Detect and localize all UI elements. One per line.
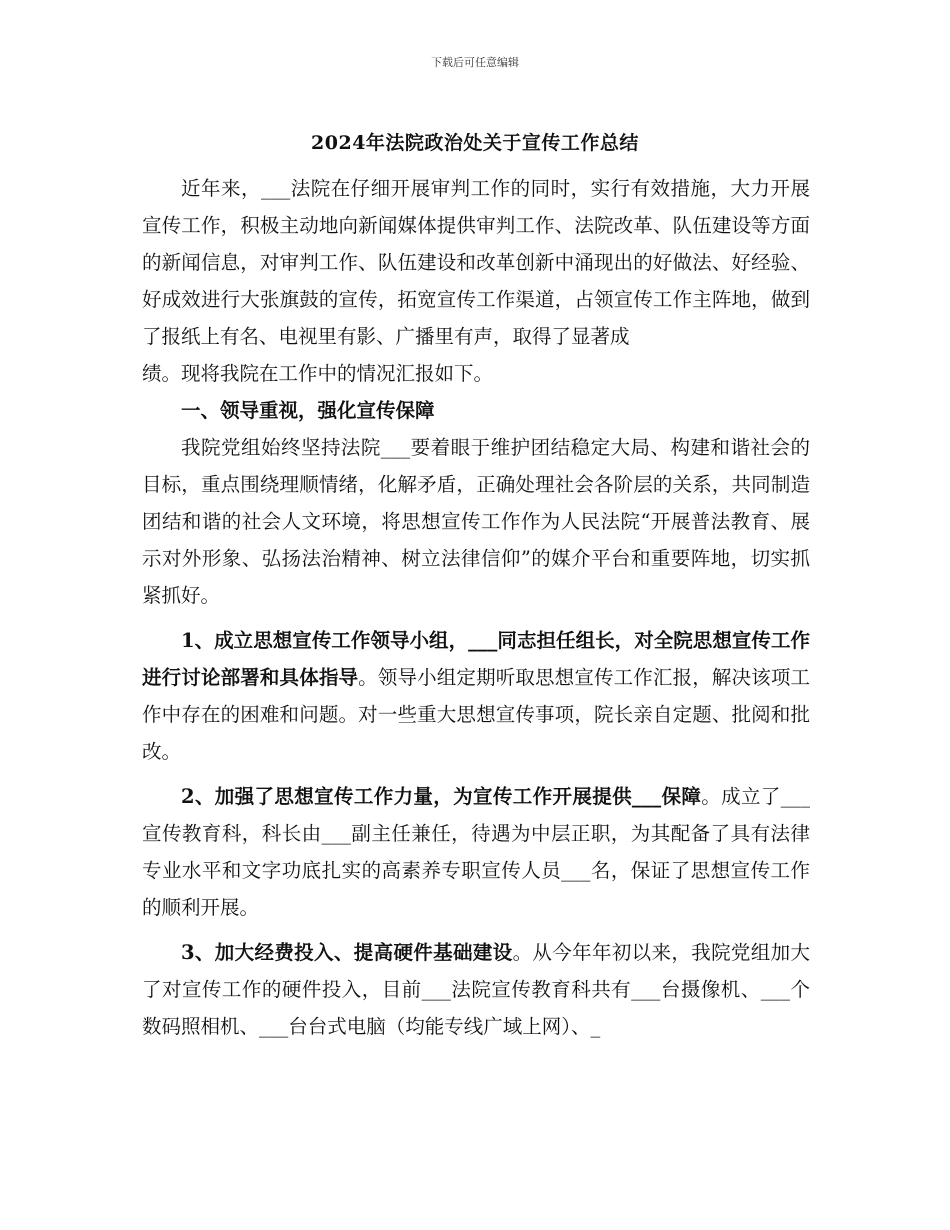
item-2-paragraph	[142, 778, 810, 926]
item-2-bold: 2、加强了思想宣传工作力量，为宣传工作开展提供___保障	[181, 785, 702, 808]
item-1-bold: 1、成立思想宣传工作领导小组，___同志担任组长，对全院思想宣传工作进行讨论部署和具体指导	[142, 629, 810, 689]
document-body	[142, 170, 810, 1045]
intro-paragraph: 近年来，___法院在仔细开展审判工作的同时，实行有效措施，大力开展宣传工作，积极主动地向新闻媒体提供审判工作、法院改革、队伍建设等方面的新闻信息，对审判工作、队伍建设和改革创新中涌现出的好做法、好经验、好成效进行大张旗鼓的宣传，拓宽宣传工作渠道，占领宣传工作主阵地，做到了报纸上有名、电视里有影、广播里有声，取得了显著成	[142, 177, 810, 348]
section-1-heading: 一、领导重视，强化宣传保障	[181, 399, 435, 422]
document-title: 2024年法院政治处关于宣传工作总结	[311, 132, 639, 154]
item-3-text: 。从今年年初以来，我院党组加大了对宣传工作的硬件投入，目前___法院宣传教育科共有___台摄像机、___个数码照相机、___台台式电脑（均能专线广域上网）、_	[142, 941, 810, 1038]
item-1-paragraph	[142, 622, 810, 770]
intro-paragraph-continued: 绩。现将我院在工作中的情况汇报如下。	[142, 362, 494, 385]
item-2-text: 。成立了___宣传教育科，科长由___副主任兼任，待遇为中层正职，为其配备了具有法律专业水平和文字功底扎实的高素养专职宣传人员___名，保证了思想宣传工作的顺利开展。	[142, 785, 810, 919]
item-3-paragraph	[142, 934, 810, 1045]
header-note: 下载后可任意编辑	[431, 56, 519, 69]
item-1-text: 。领导小组定期听取思想宣传工作汇报，解决该项工作中存在的困难和问题。对一些重大思想宣传事项，院长亲自定题、批阅和批改。	[142, 666, 810, 763]
item-3-bold: 3、加大经费投入、提高硬件基础建设	[181, 941, 513, 964]
section-1-paragraph: 我院党组始终坚持法院___要着眼于维护团结稳定大局、构建和谐社会的目标，重点围绕理顺情绪，化解矛盾，正确处理社会各阶层的关系，共同制造团结和谐的社会人文环境，将思想宣传工作作为人民法院“开展普法教育、展示对外形象、弘扬法治精神、树立法律信仰”的媒介平台和重要阵地，切实抓紧抓好。	[142, 436, 810, 607]
